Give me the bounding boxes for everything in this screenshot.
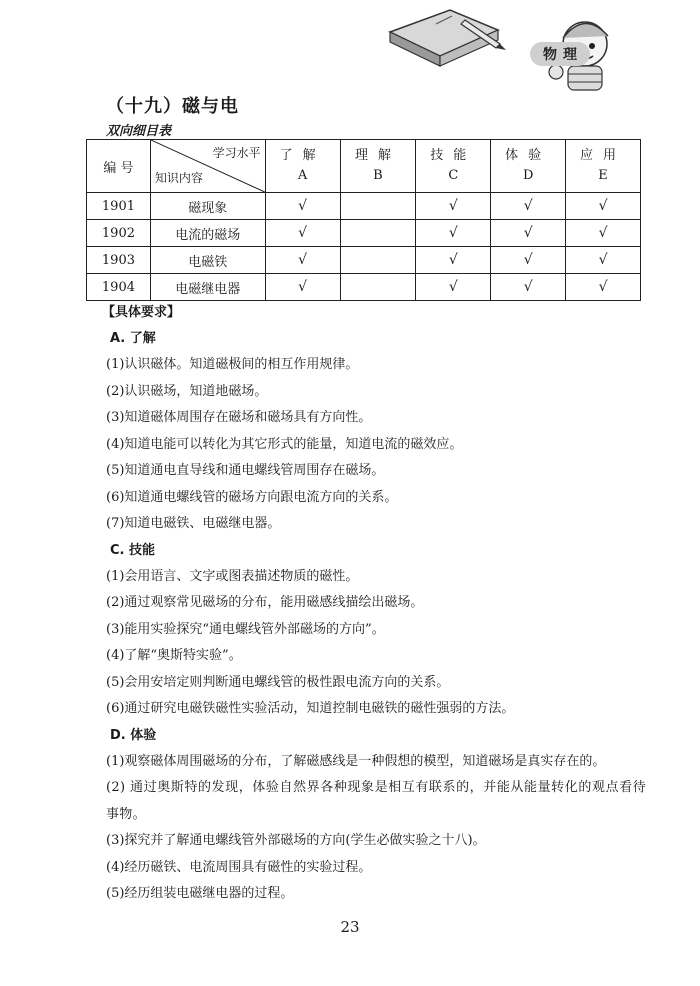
page-number: 23 [340, 918, 360, 936]
level-header-c [416, 140, 491, 193]
requirement-item: (2)通过观察常见磁场的分布，能用磁感线描绘出磁场。 [106, 595, 424, 610]
requirement-item: (3)能用实验探究“通电螺线管外部磁场的方向”。 [106, 621, 385, 637]
level-header-a [265, 140, 340, 193]
row-id: 1901 [87, 193, 151, 220]
level-header-b [340, 140, 416, 193]
requirement-groups [106, 326, 646, 908]
level-mark-cell [340, 274, 416, 301]
table-row [87, 220, 641, 247]
level-mark-cell [340, 193, 416, 220]
requirement-item: (2)认识磁场，知道地磁场。 [106, 383, 268, 399]
requirement-item: (4)知道电能可以转化为其它形式的能量，知道电流的磁效应。 [106, 436, 463, 452]
table-row [87, 274, 641, 301]
row-id: 1902 [87, 220, 151, 247]
level-mark-cell: √ [566, 220, 641, 247]
level-header-e [566, 140, 641, 193]
level-mark-cell: √ [566, 193, 641, 220]
level-mark-cell: √ [491, 220, 566, 247]
row-topic: 磁现象 [150, 193, 265, 220]
level-header-d [491, 140, 566, 193]
level-mark-cell: √ [265, 220, 340, 247]
requirement-item: (6)通过研究电磁铁磁性实验活动，知道控制电磁铁的磁性强弱的方法。 [106, 701, 515, 716]
level-code: E [598, 168, 608, 183]
group-heading: A. 了解 [110, 331, 156, 346]
level-mark-cell: √ [491, 247, 566, 274]
row-id: 1904 [87, 274, 151, 301]
level-name: 技能 [430, 148, 477, 163]
level-axis-label: 学习水平 [212, 146, 261, 160]
requirement-item: (2) 通过奥斯特的发现，体验自然界各种现象是相互有联系的，并能从能量转化的观点看待事物。 [106, 780, 646, 822]
level-name: 了解 [279, 148, 326, 163]
level-mark-cell [340, 220, 416, 247]
row-id: 1903 [87, 247, 151, 274]
level-mark-cell: √ [566, 274, 641, 301]
requirement-item: (5)会用安培定则判断通电螺线管的极性跟电流方向的关系。 [106, 674, 450, 690]
requirement-item: (4)了解“奥斯特实验”。 [106, 648, 242, 663]
level-mark-cell: √ [265, 274, 340, 301]
id-column-header: 编 号 [87, 140, 151, 193]
level-code: D [522, 168, 534, 183]
requirement-item: (1)观察磁体周围磁场的分布，了解磁感线是一种假想的模型，知道磁场是真实存在的。 [106, 753, 606, 769]
row-topic: 电流的磁场 [150, 220, 265, 247]
table-row [87, 193, 641, 220]
level-mark-cell: √ [566, 247, 641, 274]
level-mark-cell: √ [416, 247, 491, 274]
section-title: （十九）磁与电 [106, 96, 239, 117]
requirement-item: (1)认识磁体。知道磁极间的相互作用规律。 [106, 357, 359, 372]
level-code: B [373, 168, 383, 183]
header-illustration [380, 2, 630, 94]
diagonal-header-cell [150, 140, 265, 193]
row-topic: 电磁继电器 [150, 274, 265, 301]
level-mark-cell: √ [416, 220, 491, 247]
level-mark-cell: √ [265, 247, 340, 274]
row-topic: 电磁铁 [150, 247, 265, 274]
table-caption: 双向细目表 [106, 124, 172, 139]
level-name: 理解 [354, 148, 401, 163]
level-mark-cell: √ [416, 274, 491, 301]
level-mark-cell: √ [491, 193, 566, 220]
level-mark-cell: √ [491, 274, 566, 301]
requirement-item: (1)会用语言、文字或图表描述物质的磁性。 [106, 568, 359, 584]
level-code: A [297, 168, 308, 183]
level-mark-cell [340, 247, 416, 274]
table-header-row [87, 140, 641, 193]
requirements-section [102, 300, 646, 908]
level-code: C [448, 168, 459, 183]
level-mark-cell: √ [265, 193, 340, 220]
table-body [87, 193, 641, 301]
requirement-item: (7)知道电磁铁、电磁继电器。 [106, 516, 281, 531]
requirement-item: (6)知道通电螺线管的磁场方向跟电流方向的关系。 [106, 489, 398, 505]
level-name: 应用 [580, 148, 627, 163]
requirement-item: (5)经历组装电磁继电器的过程。 [106, 886, 294, 901]
content-axis-label: 知识内容 [154, 171, 203, 185]
subject-badge: 物理 [530, 42, 590, 66]
table-row [87, 247, 641, 274]
requirement-item: (5)知道通电直导线和通电螺线管周围存在磁场。 [106, 463, 385, 478]
requirement-item: (3)探究并了解通电螺线管外部磁场的方向(学生必做实验之十八)。 [106, 833, 486, 848]
level-name: 体验 [505, 148, 552, 163]
group-heading: C. 技能 [110, 542, 156, 558]
level-mark-cell: √ [416, 193, 491, 220]
group-heading: D. 体验 [110, 727, 157, 743]
spec-table [86, 139, 641, 301]
requirements-label: 【具体要求】 [102, 305, 181, 320]
requirement-item: (4)经历磁铁、电流周围具有磁性的实验过程。 [106, 859, 372, 875]
requirement-item: (3)知道磁体周围存在磁场和磁场具有方向性。 [106, 410, 372, 425]
